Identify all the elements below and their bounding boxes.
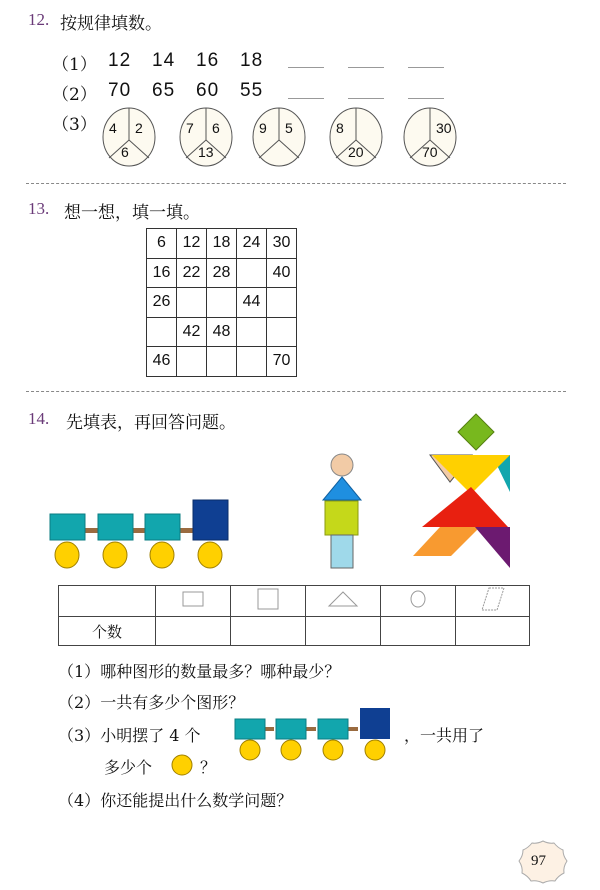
circle-value: 20 [348,144,364,160]
q13-number: 13. [28,199,50,218]
seq-value: 12 [108,50,132,71]
q14-number: 14. [28,409,50,428]
grid-cell: 24 [237,229,267,259]
answer-blank[interactable] [288,97,324,99]
question-text: 一共有多少个图形？ [100,693,245,712]
count-input-cell[interactable] [231,617,306,646]
question-3-line2b: ？ [200,758,217,777]
grid-cell: 6 [147,229,177,259]
triangle-icon [327,590,359,608]
question-3 [58,723,201,746]
grid-cell: 18 [207,229,237,259]
grid-cell: 26 [147,288,177,318]
square-header [156,586,231,617]
question-label: （4） [58,791,101,810]
grid-cell[interactable] [207,347,237,377]
rectangle-header [231,586,306,617]
count-row-label: 个数 [59,617,156,646]
grid-cell: 48 [207,317,237,347]
answer-blank[interactable] [348,66,384,68]
grid-cell[interactable] [267,317,297,347]
q12-number: 12. [28,10,50,29]
rectangle-icon [256,587,280,611]
grid-row [147,347,297,377]
question-1 [58,659,340,682]
question-2 [58,690,244,713]
square-icon [181,590,205,608]
circle-value: 4 [109,120,117,136]
seq-value: 16 [196,50,220,71]
number-grid [146,228,297,377]
grid-cell[interactable] [207,288,237,318]
count-input-cell[interactable] [306,617,381,646]
q12-3-label: （3） [52,115,97,135]
grid-cell[interactable] [237,347,267,377]
seq-value: 65 [152,80,176,101]
grid-cell: 22 [177,258,207,288]
question-4 [58,788,292,811]
q13-title: 想一想，填一填。 [64,203,200,223]
grid-cell[interactable] [237,317,267,347]
small-train-icon [230,704,395,762]
circle-value: 13 [198,144,214,160]
page-number: 97 [531,853,546,869]
grid-cell: 44 [237,288,267,318]
grid-row [147,258,297,288]
triangle-header [306,586,381,617]
grid-cell: 46 [147,347,177,377]
circle-value: 6 [212,120,220,136]
grid-cell: 12 [177,229,207,259]
seq-value: 14 [152,50,176,71]
parallelogram-icon [480,586,506,612]
seq-value: 60 [196,80,220,101]
question-label: （1） [58,662,101,681]
answer-blank[interactable] [408,97,444,99]
divider [26,183,566,184]
grid-cell[interactable] [177,288,207,318]
question-3-line2a: 多少个 [104,758,153,777]
circle-value: 8 [336,120,344,136]
grid-row [147,288,297,318]
circle-value: 5 [285,120,293,136]
grid-cell: 70 [267,347,297,377]
circle-value: 9 [259,120,267,136]
grid-cell: 30 [267,229,297,259]
header-blank-cell [59,586,156,617]
yellow-circle-icon [170,753,194,777]
question-text: 你还能提出什么数学问题？ [100,791,293,810]
answer-blank[interactable] [288,66,324,68]
seq-value: 55 [240,80,264,101]
circle-icon [408,589,428,609]
q12-2-label: （2） [52,85,97,105]
circle-value: 6 [121,144,129,160]
q14-title: 先填表，再回答问题。 [66,413,236,433]
seq-value: 18 [240,50,264,71]
grid-cell[interactable] [267,288,297,318]
question-text: 小明摆了 4 个 [100,726,201,745]
grid-cell: 28 [207,258,237,288]
grid-cell: 40 [267,258,297,288]
parallelogram-header [456,586,530,617]
divider [26,391,566,392]
count-input-cell[interactable] [156,617,231,646]
answer-blank[interactable] [408,66,444,68]
seq-value: 70 [108,80,132,101]
tangram-person-picture [413,414,510,568]
figure-picture [323,454,361,568]
grid-cell[interactable] [147,317,177,347]
question-text: 哪种图形的数量最多？哪种最少？ [100,662,341,681]
shape-pictures [0,400,600,580]
circle-value: 2 [135,120,143,136]
grid-cell: 16 [147,258,177,288]
grid-cell[interactable] [177,347,207,377]
circle-value: 30 [436,120,452,136]
answer-blank[interactable] [348,97,384,99]
count-input-cell[interactable] [456,617,530,646]
question-label: （2） [58,693,101,712]
question-3-text-after: ，一共用了 [404,726,485,745]
circle-value: 7 [186,120,194,136]
grid-row [147,229,297,259]
q12-1-label: （1） [52,55,97,75]
grid-row [147,317,297,347]
train-picture [50,500,228,568]
question-label: （3） [58,726,101,745]
circle-value: 70 [422,144,438,160]
q12-title: 按规律填数。 [60,14,162,34]
circle-header [381,586,456,617]
grid-cell: 42 [177,317,207,347]
count-input-cell[interactable] [381,617,456,646]
grid-cell[interactable] [237,258,267,288]
shape-count-table [58,585,530,646]
